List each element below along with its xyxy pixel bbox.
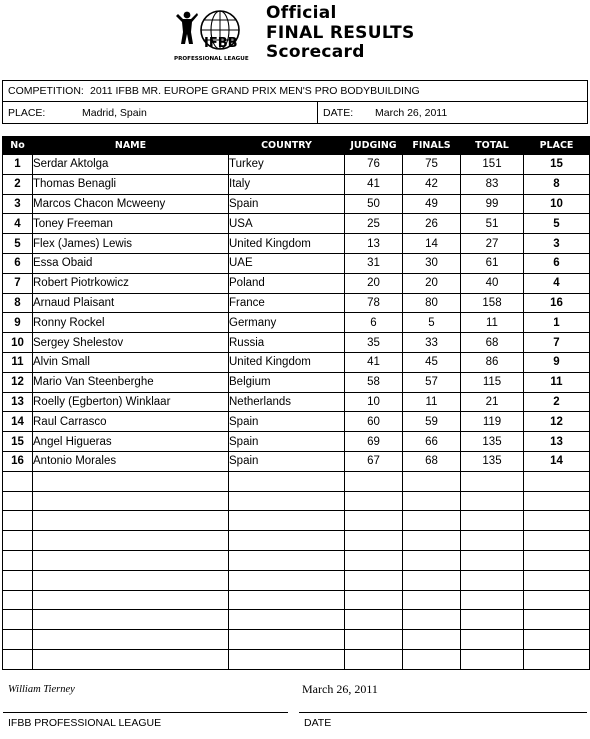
cell-name: Toney Freeman [33, 214, 229, 234]
cell-country: Italy [229, 174, 345, 194]
cell-blank [524, 590, 590, 610]
cell-blank [461, 570, 524, 590]
table-header-row [3, 137, 590, 155]
cell-country: Russia [229, 333, 345, 353]
cell-no: 5 [3, 234, 33, 254]
cell-judging: 60 [345, 412, 403, 432]
cell-blank [3, 511, 33, 531]
cell-blank [524, 570, 590, 590]
cell-country: France [229, 293, 345, 313]
cell-blank [461, 630, 524, 650]
col-header-finals: FINALS [403, 137, 461, 155]
cell-blank [345, 491, 403, 511]
cell-blank [229, 630, 345, 650]
cell-country: United Kingdom [229, 352, 345, 372]
cell-name: Serdar Aktolga [33, 155, 229, 175]
cell-blank [229, 649, 345, 669]
col-header-name: NAME [33, 137, 229, 155]
table-row-blank [3, 610, 590, 630]
cell-blank [461, 649, 524, 669]
cell-blank [345, 570, 403, 590]
cell-blank [3, 570, 33, 590]
cell-place: 4 [524, 273, 590, 293]
cell-place: 8 [524, 174, 590, 194]
cell-blank [403, 570, 461, 590]
table-row-blank [3, 550, 590, 570]
table-row [3, 412, 590, 432]
cell-place: 13 [524, 432, 590, 452]
cell-country: Spain [229, 194, 345, 214]
cell-country: UAE [229, 253, 345, 273]
cell-finals: 14 [403, 234, 461, 254]
cell-blank [33, 531, 229, 551]
cell-judging: 20 [345, 273, 403, 293]
cell-no: 2 [3, 174, 33, 194]
table-row [3, 333, 590, 353]
cell-judging: 69 [345, 432, 403, 452]
cell-total: 83 [461, 174, 524, 194]
cell-no: 10 [3, 333, 33, 353]
cell-no: 15 [3, 432, 33, 452]
table-row [3, 194, 590, 214]
cell-country: Turkey [229, 155, 345, 175]
cell-blank [33, 630, 229, 650]
cell-blank [33, 590, 229, 610]
cell-country: Poland [229, 273, 345, 293]
signed-date: March 26, 2011 [302, 682, 378, 696]
cell-no: 13 [3, 392, 33, 412]
cell-blank [33, 471, 229, 491]
cell-blank [403, 550, 461, 570]
table-row [3, 293, 590, 313]
cell-name: Sergey Shelestov [33, 333, 229, 353]
cell-blank [403, 649, 461, 669]
cell-judging: 13 [345, 234, 403, 254]
cell-name: Essa Obaid [33, 253, 229, 273]
cell-finals: 5 [403, 313, 461, 333]
cell-country: Spain [229, 412, 345, 432]
competition-value: 2011 IFBB MR. EUROPE GRAND PRIX MEN'S PRO BODYBUILDING [90, 85, 420, 97]
cell-finals: 26 [403, 214, 461, 234]
cell-blank [403, 531, 461, 551]
cell-blank [33, 570, 229, 590]
cell-blank [524, 511, 590, 531]
table-row-blank [3, 570, 590, 590]
cell-finals: 59 [403, 412, 461, 432]
cell-place: 14 [524, 451, 590, 471]
cell-name: Arnaud Plaisant [33, 293, 229, 313]
cell-place: 12 [524, 412, 590, 432]
cell-total: 40 [461, 273, 524, 293]
cell-name: Raul Carrasco [33, 412, 229, 432]
cell-total: 135 [461, 432, 524, 452]
cell-no: 12 [3, 372, 33, 392]
cell-blank [33, 649, 229, 669]
cell-blank [229, 511, 345, 531]
cell-no: 16 [3, 451, 33, 471]
cell-country: United Kingdom [229, 234, 345, 254]
cell-blank [461, 531, 524, 551]
cell-total: 99 [461, 194, 524, 214]
cell-total: 115 [461, 372, 524, 392]
table-row [3, 451, 590, 471]
cell-blank [345, 550, 403, 570]
cell-place: 15 [524, 155, 590, 175]
cell-no: 11 [3, 352, 33, 372]
table-row [3, 273, 590, 293]
cell-country: Germany [229, 313, 345, 333]
cell-place: 10 [524, 194, 590, 214]
cell-judging: 67 [345, 451, 403, 471]
title-line-scorecard: Scorecard [266, 42, 365, 62]
cell-no: 8 [3, 293, 33, 313]
cell-judging: 41 [345, 174, 403, 194]
cell-country: USA [229, 214, 345, 234]
cell-finals: 75 [403, 155, 461, 175]
cell-judging: 35 [345, 333, 403, 353]
table-row [3, 352, 590, 372]
cell-judging: 78 [345, 293, 403, 313]
cell-finals: 45 [403, 352, 461, 372]
col-header-no: No [3, 137, 33, 155]
cell-blank [3, 531, 33, 551]
cell-place: 11 [524, 372, 590, 392]
cell-place: 9 [524, 352, 590, 372]
cell-blank [524, 471, 590, 491]
cell-blank [229, 590, 345, 610]
cell-name: Antonio Morales [33, 451, 229, 471]
table-row [3, 214, 590, 234]
cell-name: Thomas Benagli [33, 174, 229, 194]
cell-total: 119 [461, 412, 524, 432]
cell-country: Belgium [229, 372, 345, 392]
cell-place: 16 [524, 293, 590, 313]
signature: William Tierney [8, 684, 75, 695]
cell-blank [345, 531, 403, 551]
cell-total: 61 [461, 253, 524, 273]
table-row-blank [3, 649, 590, 669]
cell-no: 9 [3, 313, 33, 333]
table-row [3, 392, 590, 412]
place-value: Madrid, Spain [82, 107, 147, 119]
cell-blank [461, 511, 524, 531]
table-row [3, 313, 590, 333]
cell-finals: 66 [403, 432, 461, 452]
cell-blank [524, 531, 590, 551]
cell-blank [33, 550, 229, 570]
cell-finals: 80 [403, 293, 461, 313]
table-row [3, 234, 590, 254]
cell-place: 1 [524, 313, 590, 333]
cell-judging: 25 [345, 214, 403, 234]
cell-blank [403, 511, 461, 531]
cell-country: Netherlands [229, 392, 345, 412]
cell-judging: 31 [345, 253, 403, 273]
cell-blank [345, 649, 403, 669]
cell-country: Spain [229, 451, 345, 471]
cell-finals: 30 [403, 253, 461, 273]
table-row-blank [3, 471, 590, 491]
cell-no: 6 [3, 253, 33, 273]
cell-name: Alvin Small [33, 352, 229, 372]
cell-place: 7 [524, 333, 590, 353]
logo-text: IFBB [204, 36, 238, 51]
cell-blank [3, 610, 33, 630]
cell-total: 21 [461, 392, 524, 412]
results-table-body [3, 155, 590, 670]
cell-blank [3, 550, 33, 570]
cell-no: 14 [3, 412, 33, 432]
date-line [299, 712, 587, 713]
cell-judging: 50 [345, 194, 403, 214]
place-label: PLACE: [8, 107, 46, 119]
cell-total: 151 [461, 155, 524, 175]
cell-blank [461, 610, 524, 630]
cell-total: 158 [461, 293, 524, 313]
cell-place: 5 [524, 214, 590, 234]
title-line-official: Official [266, 3, 337, 23]
cell-judging: 58 [345, 372, 403, 392]
date-value: March 26, 2011 [375, 107, 448, 119]
cell-blank [229, 491, 345, 511]
cell-blank [461, 550, 524, 570]
cell-blank [3, 471, 33, 491]
cell-place: 6 [524, 253, 590, 273]
cell-finals: 42 [403, 174, 461, 194]
cell-finals: 57 [403, 372, 461, 392]
cell-blank [229, 610, 345, 630]
cell-no: 1 [3, 155, 33, 175]
cell-judging: 6 [345, 313, 403, 333]
cell-blank [524, 491, 590, 511]
cell-blank [33, 610, 229, 630]
cell-blank [524, 550, 590, 570]
cell-place: 2 [524, 392, 590, 412]
cell-name: Robert Piotrkowicz [33, 273, 229, 293]
cell-blank [403, 590, 461, 610]
table-row [3, 253, 590, 273]
cell-blank [403, 630, 461, 650]
cell-blank [229, 570, 345, 590]
cell-finals: 11 [403, 392, 461, 412]
cell-total: 135 [461, 451, 524, 471]
cell-blank [345, 630, 403, 650]
col-header-country: COUNTRY [229, 137, 345, 155]
table-row [3, 155, 590, 175]
table-row [3, 432, 590, 452]
competition-label: COMPETITION: [8, 85, 84, 97]
table-row-blank [3, 590, 590, 610]
cell-name: Marcos Chacon Mcweeny [33, 194, 229, 214]
cell-blank [345, 511, 403, 531]
cell-total: 51 [461, 214, 524, 234]
cell-finals: 20 [403, 273, 461, 293]
results-table [2, 136, 590, 670]
cell-blank [403, 471, 461, 491]
table-row [3, 174, 590, 194]
cell-blank [229, 471, 345, 491]
competition-info-box [2, 80, 588, 124]
date-label: DATE: [323, 107, 354, 119]
place-date-row [3, 102, 587, 123]
page-title [266, 4, 415, 63]
col-header-total: TOTAL [461, 137, 524, 155]
cell-blank [3, 630, 33, 650]
cell-place: 3 [524, 234, 590, 254]
cell-blank [229, 550, 345, 570]
cell-blank [524, 630, 590, 650]
cell-judging: 41 [345, 352, 403, 372]
cell-total: 27 [461, 234, 524, 254]
cell-name: Flex (James) Lewis [33, 234, 229, 254]
cell-blank [461, 590, 524, 610]
col-header-place: PLACE [524, 137, 590, 155]
cell-country: Spain [229, 432, 345, 452]
cell-blank [3, 491, 33, 511]
table-row-blank [3, 531, 590, 551]
cell-blank [524, 649, 590, 669]
cell-blank [345, 590, 403, 610]
info-divider [317, 102, 318, 123]
footer-league-label: IFBB PROFESSIONAL LEAGUE [8, 717, 162, 729]
cell-name: Mario Van Steenberghe [33, 372, 229, 392]
signature-line [3, 712, 288, 713]
cell-blank [345, 471, 403, 491]
cell-blank [524, 610, 590, 630]
table-row-blank [3, 630, 590, 650]
cell-name: Angel Higueras [33, 432, 229, 452]
cell-no: 4 [3, 214, 33, 234]
cell-blank [461, 491, 524, 511]
col-header-judging: JUDGING [345, 137, 403, 155]
cell-judging: 10 [345, 392, 403, 412]
logo-subtext: PROFESSIONAL LEAGUE [174, 56, 249, 62]
cell-finals: 49 [403, 194, 461, 214]
cell-blank [33, 491, 229, 511]
cell-blank [33, 511, 229, 531]
cell-blank [229, 531, 345, 551]
table-row [3, 372, 590, 392]
cell-blank [3, 590, 33, 610]
cell-total: 11 [461, 313, 524, 333]
cell-blank [461, 471, 524, 491]
ifbb-logo [172, 6, 258, 64]
cell-blank [3, 649, 33, 669]
competition-row [3, 81, 587, 102]
table-row-blank [3, 511, 590, 531]
cell-blank [345, 610, 403, 630]
cell-total: 68 [461, 333, 524, 353]
cell-judging: 76 [345, 155, 403, 175]
cell-name: Roelly (Egberton) Winklaar [33, 392, 229, 412]
cell-name: Ronny Rockel [33, 313, 229, 333]
cell-no: 3 [3, 194, 33, 214]
cell-finals: 33 [403, 333, 461, 353]
footer-date-label: DATE [304, 717, 332, 729]
cell-blank [403, 491, 461, 511]
title-line-final-results: FINAL RESULTS [266, 22, 415, 43]
cell-no: 7 [3, 273, 33, 293]
cell-finals: 68 [403, 451, 461, 471]
table-row-blank [3, 491, 590, 511]
cell-blank [403, 610, 461, 630]
cell-total: 86 [461, 352, 524, 372]
